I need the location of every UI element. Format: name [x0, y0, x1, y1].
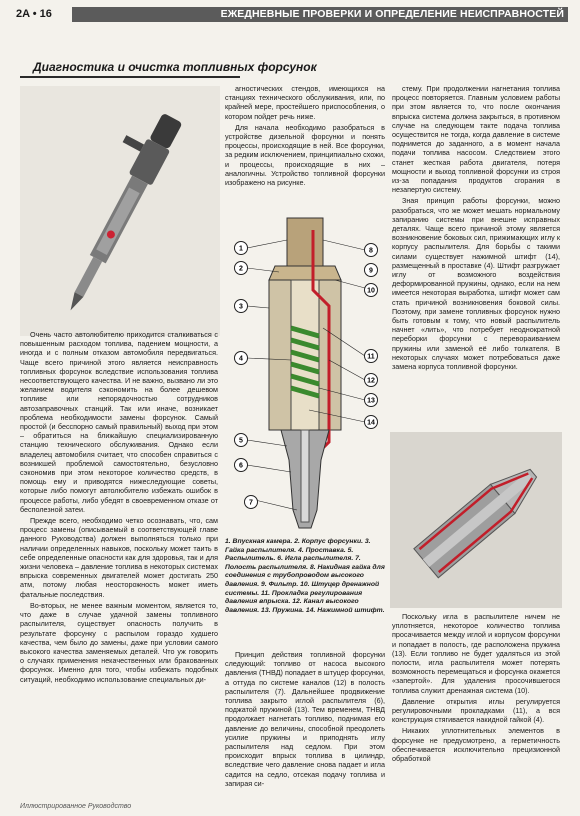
chapter-title: ЕЖЕДНЕВНЫЕ ПРОВЕРКИ И ОПРЕДЕЛЕНИЕ НЕИСПРАВНОСТЕЙ — [220, 8, 564, 20]
diagram-label-14: 14 — [367, 419, 375, 427]
paragraph: Принцип действия топливной форсунки следующий: топливо от насоса высокого давления (ТНВД) попадает в штуцер форсунки, а оттуда по системе каналов (12) в полость распылителя (7). Дальнейшее продвижение топлива закрыто иглой распылителя (6), поджатой пружиной (13). Тем временем, ТНВД продолжает нагнетать топливо, поднимая его давление до величины, способной преодолеть усилие пружины и приподнять иглу распылителя над седлом. При этом происходит впрыск топлива в цилиндр, вследствие чего давление снова падает и игла садится на седло, отсекая подачу топлива и запирая си- — [225, 650, 385, 788]
diagram-label-12: 12 — [367, 377, 375, 385]
title-underline — [20, 76, 240, 78]
paragraph: Во-вторых, не менее важным моментом, является то, что даже в случае удачной замены топливного распылителя, существует опасность получить в результате форсунку с распылом гораздо худшего качества, чем было до замены, даже при условии самого высокого качества заменяемых деталей. Что уж говорить о случаях применения некачественных или бракованных форсунок. Именно для того, чтобы избежать подобных ситуаций, необходимо использование специальных ди- — [20, 600, 218, 684]
column-3-top — [392, 84, 560, 371]
paragraph: стему. При продолжении нагнетания топлива процесс повторяется. Главным условием работы при этом является то, что после окончания впрыска система должна закрыться, в противном случае на следующем такте подача топлива осуществится не тогда, когда давление в системе поднимется до заданного, а в момент начала подачи топлива насосом. Следствием этого станет жесткая работа двигателя, потеря мощности и выход топливной форсунки из строя из-за попадания продуктов сгорания в незапертую систему. — [392, 84, 560, 195]
page-footer: Иллюстрированное Руководство — [20, 803, 132, 810]
diagram-label-7: 7 — [249, 499, 253, 507]
diagram-label-2: 2 — [239, 265, 243, 273]
chapter-page-badge: 2A • 16 — [16, 8, 52, 20]
injector-photo — [20, 86, 220, 336]
column-2-top — [225, 84, 385, 187]
column-3-bottom — [392, 612, 560, 763]
diagram-label-4: 4 — [239, 355, 243, 363]
diagram-label-1: 1 — [239, 245, 243, 253]
diagram-label-3: 3 — [239, 303, 243, 311]
paragraph: Давление открытия иглы регулируется регулировочными прокладками (11), а вся конструкция стягивается накидной гайкой (4). — [392, 696, 560, 725]
paragraph: Зная принцип работы форсунки, можно разобраться, что же может мешать нормальному запиранию системы при внешне исправных деталях. Чаще всего причиной этому является возникновение боковых сил, прижимающих иглу к корпусу распылителя. Для борьбы с такими силами существует нажимной штифт (14), размещенный в проставке (4). Штифт разгружает иглу от возможного воздействия деформированной пружины, однако, если на нем имеется некоторая выработка, штифт может сам стать причиной возникновения боковой силы. Поэтому, при замене топливных форсунок нужно быть готовым к тому, что новый распылитель начнет «лить», что потребует неоднократной переборки форсунки с перевораиванием пружины или заменой её либо толкателя. В некоторых случаях может потребоваться даже замена корпуса топливной форсунки. — [392, 196, 560, 372]
diagram-label-11: 11 — [367, 353, 375, 361]
nozzle-closeup-photo — [390, 432, 562, 608]
page-header — [0, 0, 580, 26]
column-2-bottom — [225, 650, 385, 788]
diagram-label-5: 5 — [239, 437, 243, 445]
paragraph: агностических стендов, имеющихся на станциях технического обслуживания, или, по крайней мере, простейшего приспособления, о котором пойдет речь ниже. — [225, 84, 385, 121]
paragraph: Для начала необходимо разобраться в устройстве дизельной форсунки и понять процессы, происходящие в ней. Все форсунки, за редким исключением, принципиально схожи, и процессы, происходящие в них – аналогичны. Устройство топливной форсунки изображено на рисунке. — [225, 122, 385, 188]
diagram-label-9: 9 — [369, 267, 373, 275]
paragraph: Очень часто автолюбителю приходится сталкиваться с повышенным расходом топлива, падением мощности, а иногда и с полным отказом автомобиля передвигаться. Чаще всего причиной этого является неисправность топливных форсунок вследствие использования топлива несоответствующего качества. И не важно, вызвано ли это желанием водителя сэкономить на более дешевом топливе или непорядочностью сотрудников автозаправочных станций. Так или иначе, возникает проблема необходимости замены форсунок. Самый простой (и бесспорно самый правильный) выход при этом – обратиться на ближайшую специализированную станцию технического обслуживания. Однако если владелец автомобиля считает, что способен справиться с возникшей проблемой самостоятельно, безусловно сэкономив при этом некоторое количество средств, в помощь ему и приводятся нижеследующие советы, которые либо помогут автолюбителю избежать ошибок в процессе работы, либо убедят в своевременном отказе от бесполезной затеи. — [20, 330, 218, 514]
paragraph: Никаких уплотнительных элементов в форсунке не предусмотрено, а герметичность обеспечивается исключительно прецизионной обработкой — [392, 726, 560, 764]
paragraph: Прежде всего, необходимо четко осознавать, что, сам процесс замены (описываемый в соответствующей главе данного Руководства) должен выполняться только при наличии определенных навыков, поскольку может таить в себе определенные опасности как для здоровья, так и для жизни человека – давление топлива в некоторых системах впрыска современных двигателей может достигать 250 атм, потому любая неосторожность может иметь фатальные последствия. — [20, 516, 218, 599]
article-title: Диагностика и очистка топливных форсунок — [33, 60, 317, 74]
column-1 — [20, 330, 218, 684]
injector-diagram — [225, 210, 385, 540]
diagram-label-10: 10 — [367, 287, 375, 295]
diagram-caption: 1. Впускная камера. 2. Корпус форсунки. 3. Гайка распылителя. 4. Проставка. 5. Распылитель. 6. Игла распылителя. 7. Полость распылителя. 8. Накидная гайка для соединения с трубопроводом высокого давления. 9. Фильтр. 10. Штуцер дренажной системы. 11. Прокладка регулирования давления впрыска. 12. Канал высокого давления. 13. Пружина. 14. Нажимной штифт. — [225, 538, 385, 614]
diagram-label-13: 13 — [367, 397, 375, 405]
diagram-label-8: 8 — [369, 247, 373, 255]
paragraph: Поскольку игла в распылителе ничем не уплотняется, некоторое количество топлива просачивается между иглой и корпусом форсунки и попадает в полость, где расположена пружина (13). Если топливо не будет удаляться из этой полости, игла распылителя может потерять возможность перемещаться и форсунка окажется «запертой». Для удаления просочившегося топлива служит дренажная система (10). — [392, 612, 560, 695]
diagram-label-6: 6 — [239, 462, 243, 470]
